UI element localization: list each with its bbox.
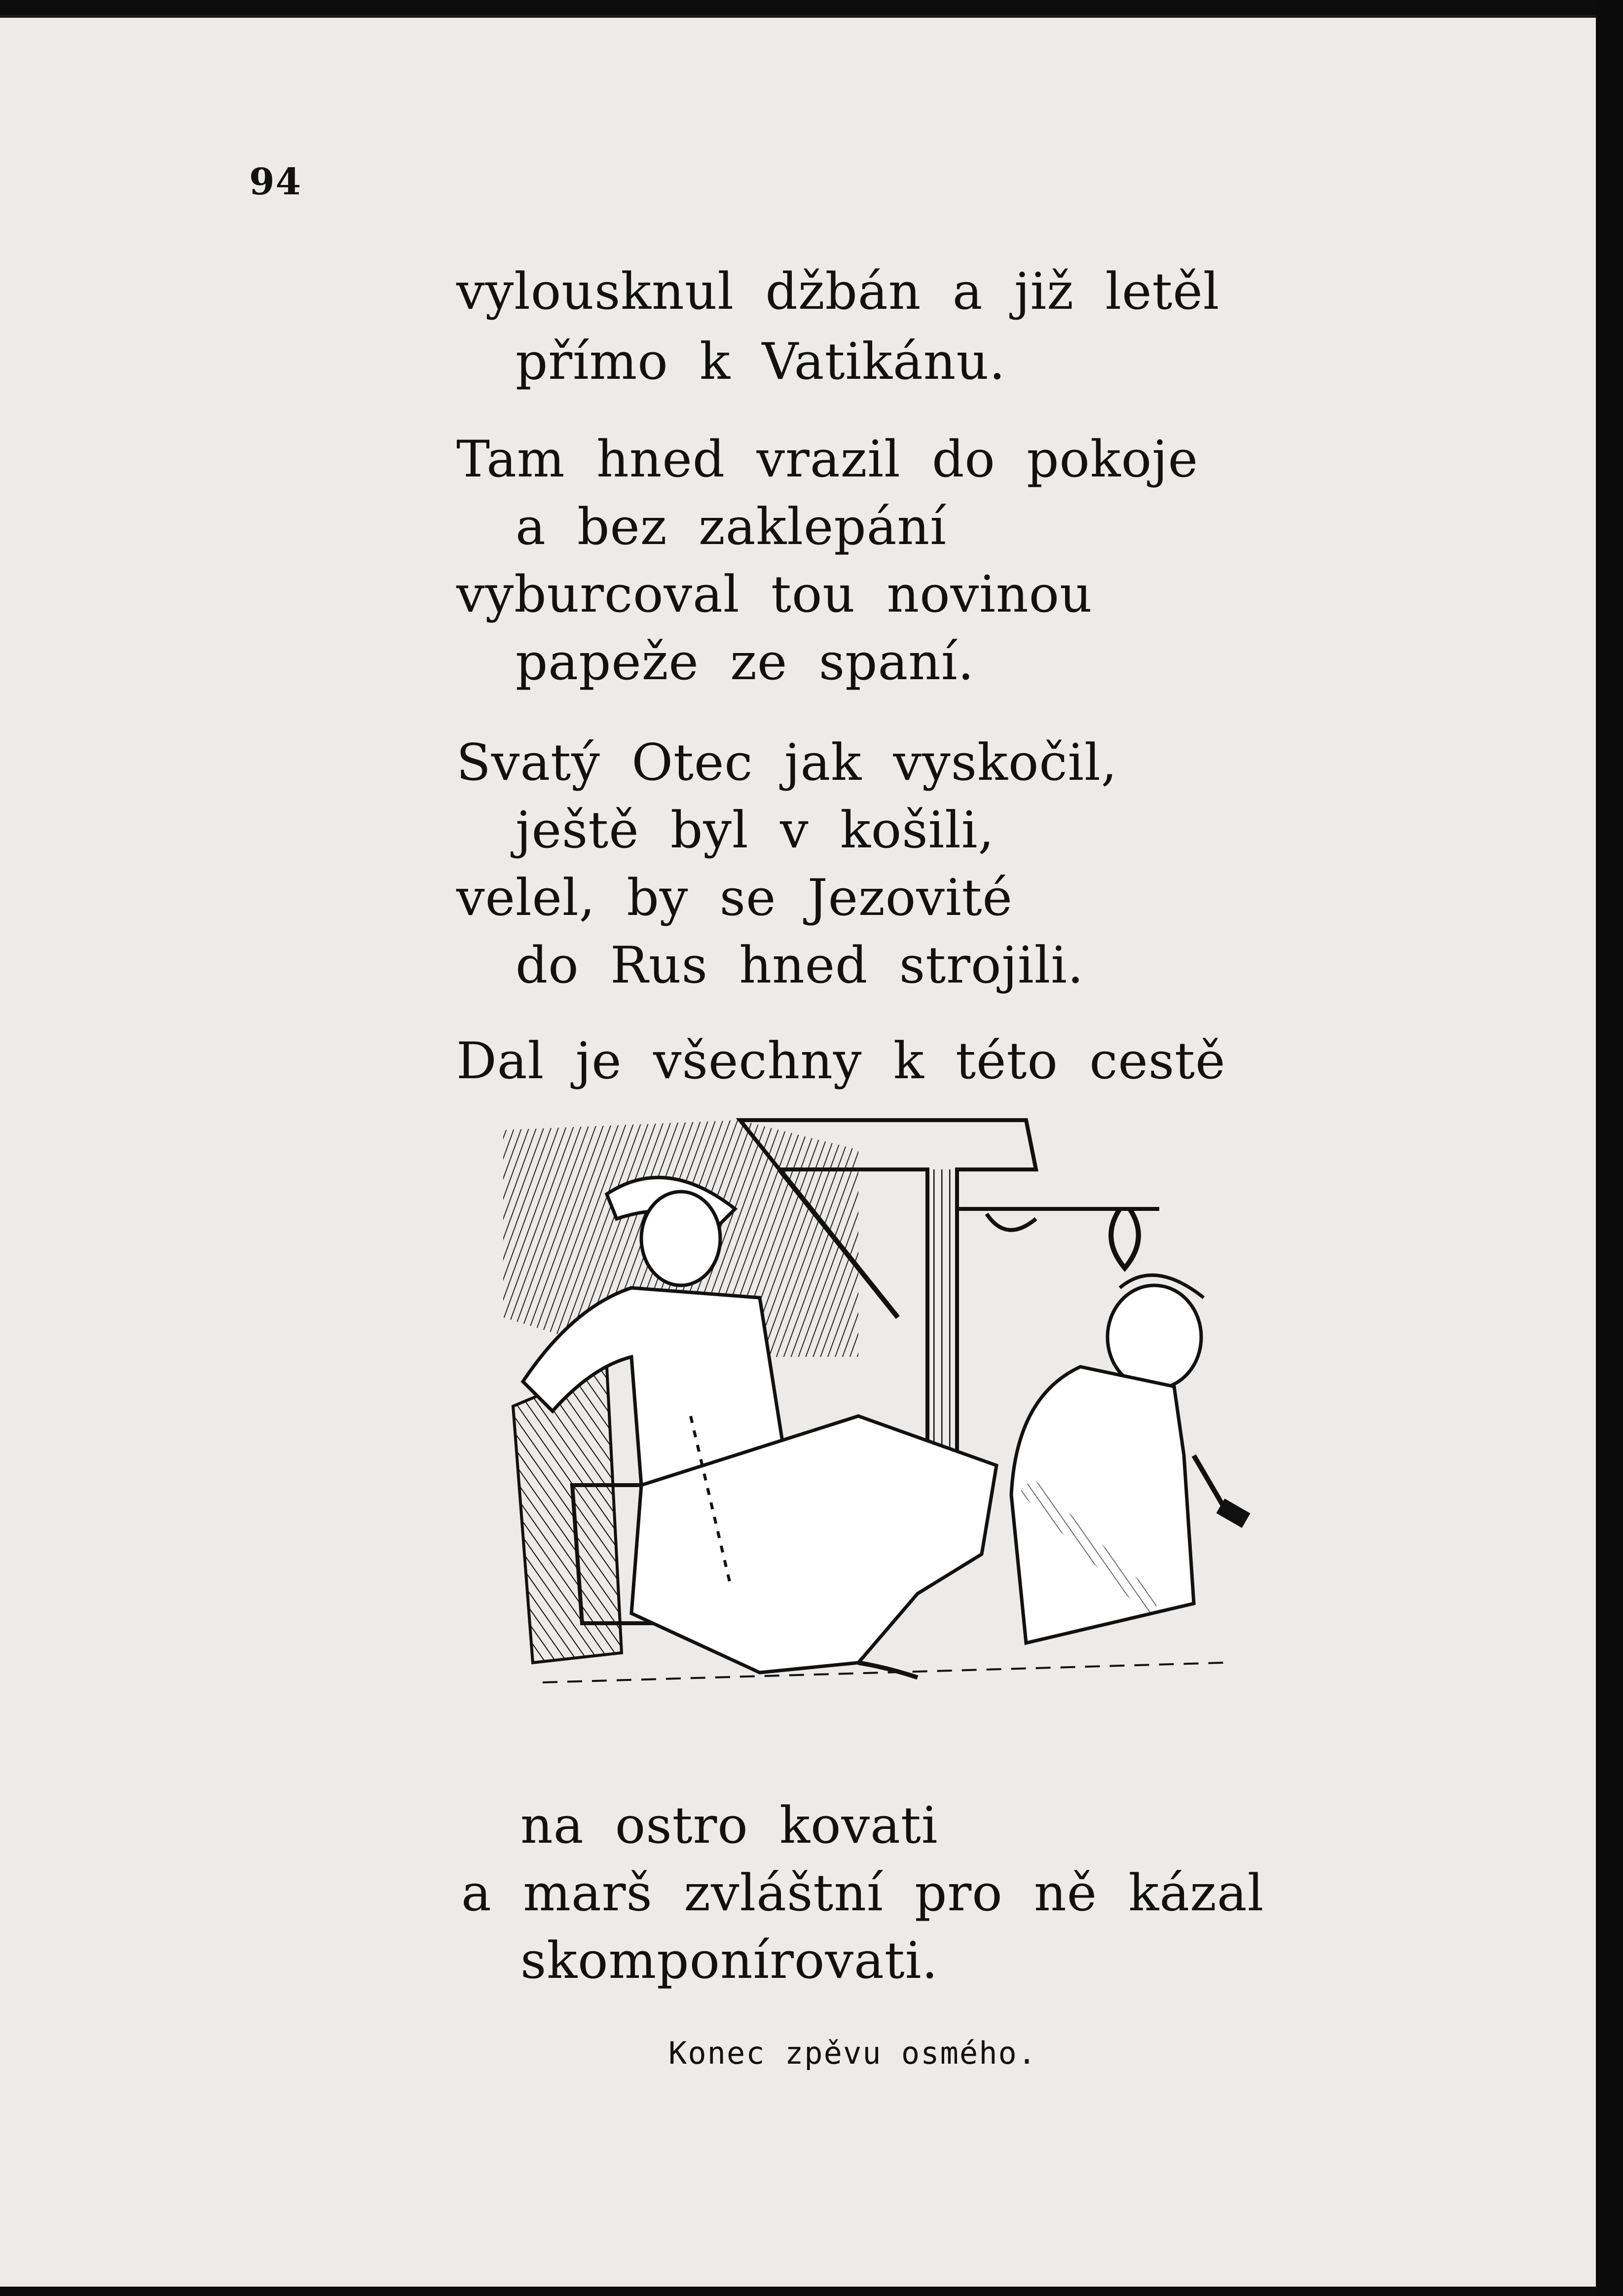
verse-line: velel, by se Jezovité <box>456 869 1013 927</box>
scan-edge-shadow <box>1596 0 1623 2296</box>
canto-end-note: Konec zpěvu osmého. <box>668 2035 1037 2071</box>
stanza-1 <box>456 262 1220 391</box>
verse-line: vyburcoval tou novinou <box>456 565 1093 624</box>
verse-line: ještě byl v košili, <box>516 801 995 860</box>
verse-line: skomponírovati. <box>520 1932 938 1990</box>
verse-line: do Rus hned strojili. <box>516 936 1084 995</box>
verse-line: Tam hned vrazil do pokoje <box>456 430 1199 489</box>
stanza-3 <box>456 733 1118 995</box>
verse-line: papeže ze spaní. <box>516 633 975 692</box>
verse-line: a bez zaklepání <box>516 498 947 556</box>
engraving-illustration <box>483 1110 1268 1742</box>
verse-line: Dal je všechny k této cestě <box>456 1032 1226 1091</box>
stanza-4 <box>456 1032 1226 1091</box>
verse-line: přímo k Vatikánu. <box>516 332 1006 391</box>
verse-line: a marš zvláštní pro ně kázal <box>461 1864 1264 1923</box>
verse-line: vylousknul džbán a již letěl <box>456 262 1220 321</box>
verse-line: Svatý Otec jak vyskočil, <box>456 733 1118 792</box>
book-page <box>0 15 1596 2287</box>
verse-line: na ostro kovati <box>520 1796 938 1855</box>
page-number: 94 <box>249 161 302 203</box>
stanza-2 <box>456 430 1199 692</box>
stanza-5 <box>461 1796 1264 1990</box>
